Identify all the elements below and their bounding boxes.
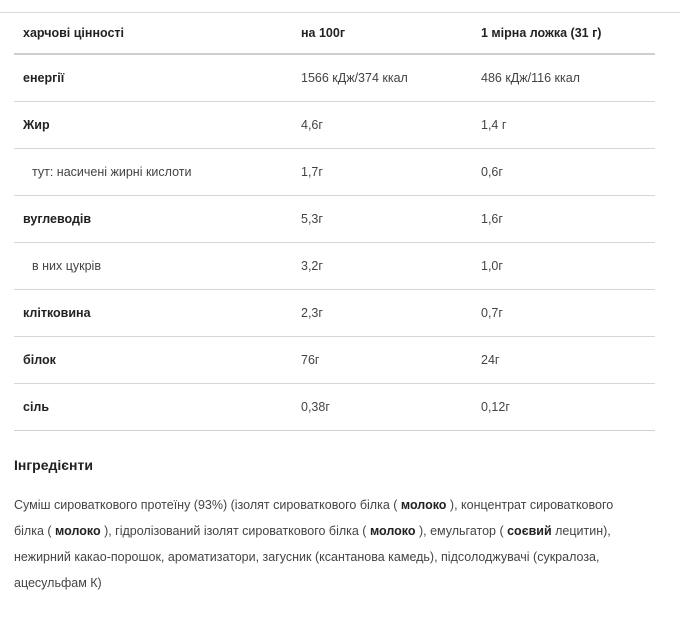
- value-per-100g: 5,3г: [292, 196, 472, 243]
- value-per-100g: 1,7г: [292, 149, 472, 196]
- ingredients-segment: ), концентрат сироваткового білка (: [14, 498, 614, 538]
- ingredients-section: [14, 457, 634, 596]
- ingredients-text: [14, 492, 634, 596]
- value-per-100g: 0,38г: [292, 384, 472, 431]
- value-per-100g: 76г: [292, 337, 472, 384]
- header-row: [14, 12, 655, 54]
- ingredients-segment: лецитин), нежирний какао-порошок, ароматизатори, загусник (ксантанова камедь), підсолоджувачі (сукралоза, ацесульфам К): [14, 524, 611, 590]
- nutrient-name: сіль: [14, 384, 292, 431]
- table-row: [14, 384, 655, 431]
- table-row: [14, 337, 655, 384]
- nutrient-name: білок: [14, 337, 292, 384]
- value-per-scoop: 0,7г: [472, 290, 655, 337]
- nutrient-name: Жир: [14, 102, 292, 149]
- value-per-scoop: 1,4 г: [472, 102, 655, 149]
- ingredients-segment: ), емульгатор (: [415, 524, 508, 538]
- nutrient-name: енергії: [14, 54, 292, 102]
- value-per-scoop: 486 кДж/116 ккал: [472, 54, 655, 102]
- table-row: [14, 243, 655, 290]
- nutrition-table-header: [14, 12, 655, 54]
- nutrition-table: [14, 12, 655, 431]
- allergen-highlight: соєвий: [507, 524, 552, 538]
- nutrient-name: тут: насичені жирні кислоти: [14, 149, 292, 196]
- value-per-100g: 4,6г: [292, 102, 472, 149]
- table-row: [14, 290, 655, 337]
- nutrient-name: вуглеводів: [14, 196, 292, 243]
- value-per-scoop: 1,6г: [472, 196, 655, 243]
- value-per-scoop: 24г: [472, 337, 655, 384]
- header-per-scoop: 1 мірна ложка (31 г): [472, 12, 655, 54]
- value-per-100g: 2,3г: [292, 290, 472, 337]
- table-row: [14, 54, 655, 102]
- ingredients-segment: ), гідролізований ізолят сироваткового білка (: [100, 524, 370, 538]
- value-per-100g: 3,2г: [292, 243, 472, 290]
- value-per-scoop: 0,6г: [472, 149, 655, 196]
- ingredients-title: Інгредієнти: [14, 457, 93, 473]
- header-nutrient: харчові цінності: [14, 12, 292, 54]
- value-per-scoop: 1,0г: [472, 243, 655, 290]
- value-per-100g: 1566 кДж/374 ккал: [292, 54, 472, 102]
- nutrient-name: в них цукрів: [14, 243, 292, 290]
- nutrient-name: клітковина: [14, 290, 292, 337]
- allergen-highlight: молоко: [400, 498, 447, 512]
- table-row: [14, 102, 655, 149]
- allergen-highlight: молоко: [369, 524, 416, 538]
- header-per-100g: на 100г: [292, 12, 472, 54]
- value-per-scoop: 0,12г: [472, 384, 655, 431]
- table-row: [14, 149, 655, 196]
- allergen-highlight: молоко: [55, 524, 101, 538]
- table-row: [14, 196, 655, 243]
- ingredients-segment: Суміш сироваткового протеїну (93%) (ізолят сироваткового білка (: [14, 498, 401, 512]
- nutrition-table-body: [14, 54, 655, 431]
